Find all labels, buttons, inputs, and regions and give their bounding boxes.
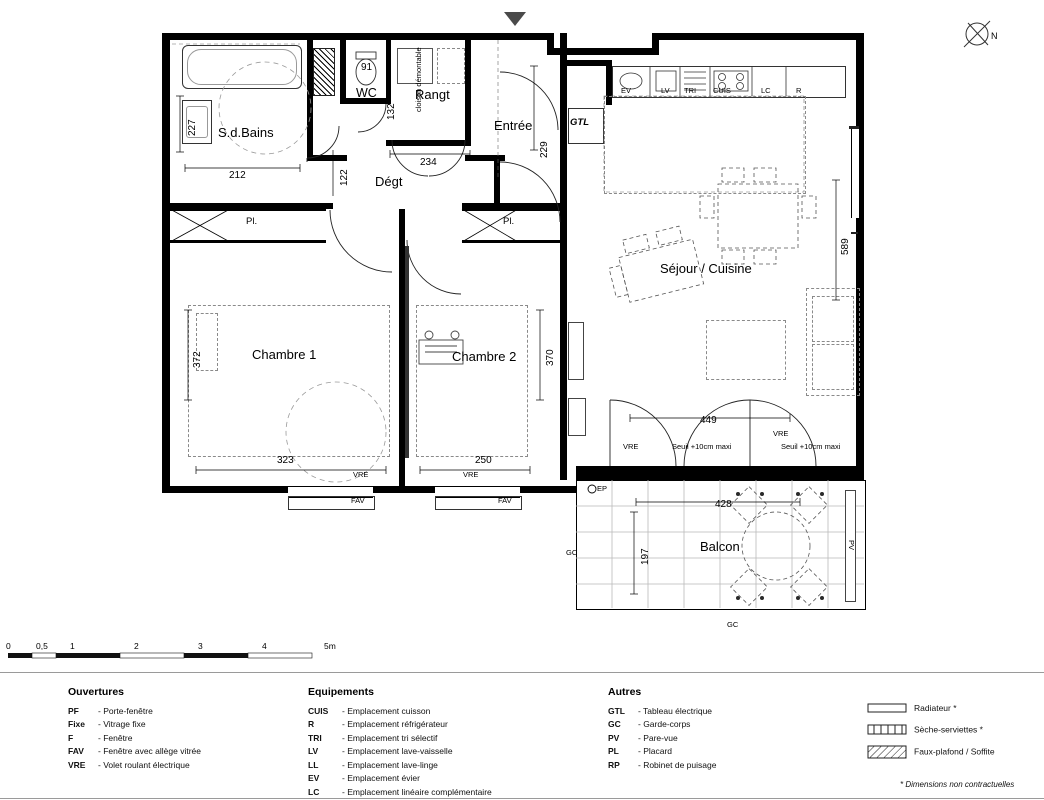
legend-key: VRE <box>68 759 86 770</box>
towel-radiator-icon <box>868 724 906 736</box>
room-label-rangt: Rangt <box>415 87 450 102</box>
legend-symbol-radiateur <box>868 703 957 714</box>
label-vre-4: VRE <box>773 429 789 438</box>
legend-text: - Emplacement lave-linge <box>342 759 438 770</box>
legend-column-autres <box>608 686 716 772</box>
label-placard-2: Pl. <box>503 216 515 227</box>
legend-key: Fixe <box>68 719 86 729</box>
legend-title-equipements: Equipements <box>308 686 374 698</box>
dim-132: 132 <box>386 103 397 120</box>
label-pf-2: PF <box>818 468 828 477</box>
legend-text: - Volet roulant électrique <box>98 759 190 770</box>
label-fav-2: FAV <box>498 496 512 505</box>
legend-key: LL <box>308 759 319 770</box>
radiator-icon <box>868 703 906 714</box>
label-seuil-1: Seuil +10cm maxi <box>672 442 732 451</box>
label-ev: EV <box>621 86 632 95</box>
legend-text: - Emplacement évier <box>342 773 420 783</box>
dim-234: 234 <box>420 157 437 168</box>
legend-text: - Vitrage fixe <box>98 719 146 729</box>
legend-entry <box>608 705 716 719</box>
label-seuil-2: Seuil +10cm maxi <box>781 442 841 451</box>
legend-key: LC <box>308 786 320 797</box>
legend-text: - Placard <box>638 746 673 756</box>
scale-tick-2: 2 <box>134 641 139 651</box>
dim-227: 227 <box>187 119 198 136</box>
label-lv: LV <box>661 86 670 95</box>
legend-entry <box>68 732 201 746</box>
scale-tick-3: 3 <box>198 641 203 651</box>
legend-entry <box>308 759 492 773</box>
legend-symbol-label: Sèche-serviettes * <box>914 724 983 735</box>
legend-divider-top <box>0 672 1044 673</box>
legend-key: F <box>68 732 74 743</box>
legend-text: - Emplacement linéaire complémentaire <box>342 786 492 797</box>
legend-text: - Tableau électrique <box>638 705 713 716</box>
legend-symbol-label: Radiateur * <box>914 703 957 713</box>
legend-key: PL <box>608 746 619 756</box>
room-label-sejour: Séjour / Cuisine <box>660 261 752 276</box>
dim-370: 370 <box>545 349 556 366</box>
legend-symbol-faux-plafond <box>868 745 995 759</box>
legend-entry <box>608 718 716 732</box>
dim-122: 122 <box>339 169 350 186</box>
legend-text: - Robinet de puisage <box>638 759 717 770</box>
legend-column-ouvertures <box>68 686 201 772</box>
legend-symbol-seche-serviettes <box>868 724 983 736</box>
legend-text: - Garde-corps <box>638 719 691 729</box>
dim-91: 91 <box>361 62 373 73</box>
legend-key: GTL <box>608 705 625 716</box>
dim-212: 212 <box>229 170 246 181</box>
room-label-chambre2: Chambre 2 <box>452 349 517 364</box>
legend-title-ouvertures: Ouvertures <box>68 686 125 698</box>
legend-entry <box>308 718 492 732</box>
scale-tick-5m: 5m <box>324 641 336 651</box>
legend-entry <box>68 718 201 732</box>
legend-entry <box>608 732 716 746</box>
legend-entry <box>608 745 716 759</box>
label-vre-2: VRE <box>463 470 479 479</box>
dim-197: 197 <box>640 548 651 565</box>
legend-entry <box>68 705 201 719</box>
dim-372: 372 <box>192 351 203 368</box>
legend-entry <box>68 745 201 759</box>
scale-tick-0: 0 <box>6 641 11 651</box>
legend-key: PV <box>608 732 620 743</box>
legend-panel <box>0 672 1044 800</box>
label-cloison-demontable: cloison démontable <box>414 47 423 112</box>
scale-tick-1: 1 <box>70 641 75 651</box>
legend-divider-bottom <box>0 798 1044 799</box>
legend-text: - Emplacement cuisson <box>342 705 431 716</box>
dim-229: 229 <box>539 141 550 158</box>
label-placard-1: Pl. <box>246 216 258 227</box>
legend-entry <box>308 786 492 800</box>
legend-text: - Fenêtre avec allège vitrée <box>98 746 201 756</box>
legend-entry <box>308 705 492 719</box>
legend-key: EV <box>308 773 320 783</box>
dim-323: 323 <box>277 455 294 466</box>
legend-text: - Emplacement lave-vaisselle <box>342 746 453 756</box>
legend-entry <box>308 745 492 759</box>
legend-text: - Fenêtre <box>98 732 133 743</box>
room-label-wc: WC <box>356 86 377 100</box>
legend-key: R <box>308 719 315 729</box>
legend-key: GC <box>608 719 621 729</box>
room-label-degt: Dégt <box>375 174 403 189</box>
legend-key: FAV <box>68 746 84 756</box>
scale-tick-05: 0,5 <box>36 641 48 651</box>
room-label-balcon: Balcon <box>700 539 740 554</box>
dim-589: 589 <box>840 238 851 255</box>
label-cuis: CUIS <box>713 86 731 95</box>
label-gtl: GTL <box>570 117 589 128</box>
legend-key: RP <box>608 759 620 770</box>
legend-key: PF <box>68 705 79 716</box>
label-fav-1: FAV <box>351 496 365 505</box>
label-lc: LC <box>761 86 771 95</box>
legend-entry <box>68 759 201 773</box>
dim-250: 250 <box>475 455 492 466</box>
label-r: R <box>796 86 802 95</box>
room-label-chambre1: Chambre 1 <box>252 347 317 362</box>
label-vre-3: VRE <box>623 442 639 451</box>
scale-bar <box>6 641 348 667</box>
room-label-sdb: S.d.Bains <box>218 125 274 140</box>
legend-key: TRI <box>308 732 322 743</box>
legend-text: - Porte-fenêtre <box>98 705 153 716</box>
legend-entry <box>608 759 716 773</box>
label-ep: EP <box>597 484 608 493</box>
label-gc-bottom: GC <box>727 620 739 629</box>
label-vre-1: VRE <box>353 470 369 479</box>
legend-entry <box>308 772 492 786</box>
legend-text: - Emplacement réfrigérateur <box>342 719 448 729</box>
dim-449: 449 <box>700 415 717 426</box>
legend-symbol-label: Faux-plafond / Soffite <box>914 746 995 757</box>
legend-entry <box>308 732 492 746</box>
scale-tick-4: 4 <box>262 641 267 651</box>
legend-column-equipements <box>308 686 492 799</box>
legend-footnote: * Dimensions non contractuelles <box>900 780 1015 789</box>
room-label-entree: Entrée <box>494 118 533 133</box>
legend-text: - Emplacement tri sélectif <box>342 732 438 743</box>
label-pv: PV <box>847 540 856 551</box>
legend-title-autres: Autres <box>608 686 642 698</box>
compass-north-label: N <box>991 31 998 41</box>
legend-text: - Pare-vue <box>638 732 678 743</box>
soffite-hatch-icon <box>868 745 906 759</box>
legend-key: LV <box>308 746 319 756</box>
legend-key: CUIS <box>308 705 329 716</box>
label-tri: TRI <box>684 86 697 95</box>
dim-428: 428 <box>715 499 732 510</box>
label-gc-left: GC <box>566 548 578 557</box>
label-pf-1: PF <box>720 468 730 477</box>
